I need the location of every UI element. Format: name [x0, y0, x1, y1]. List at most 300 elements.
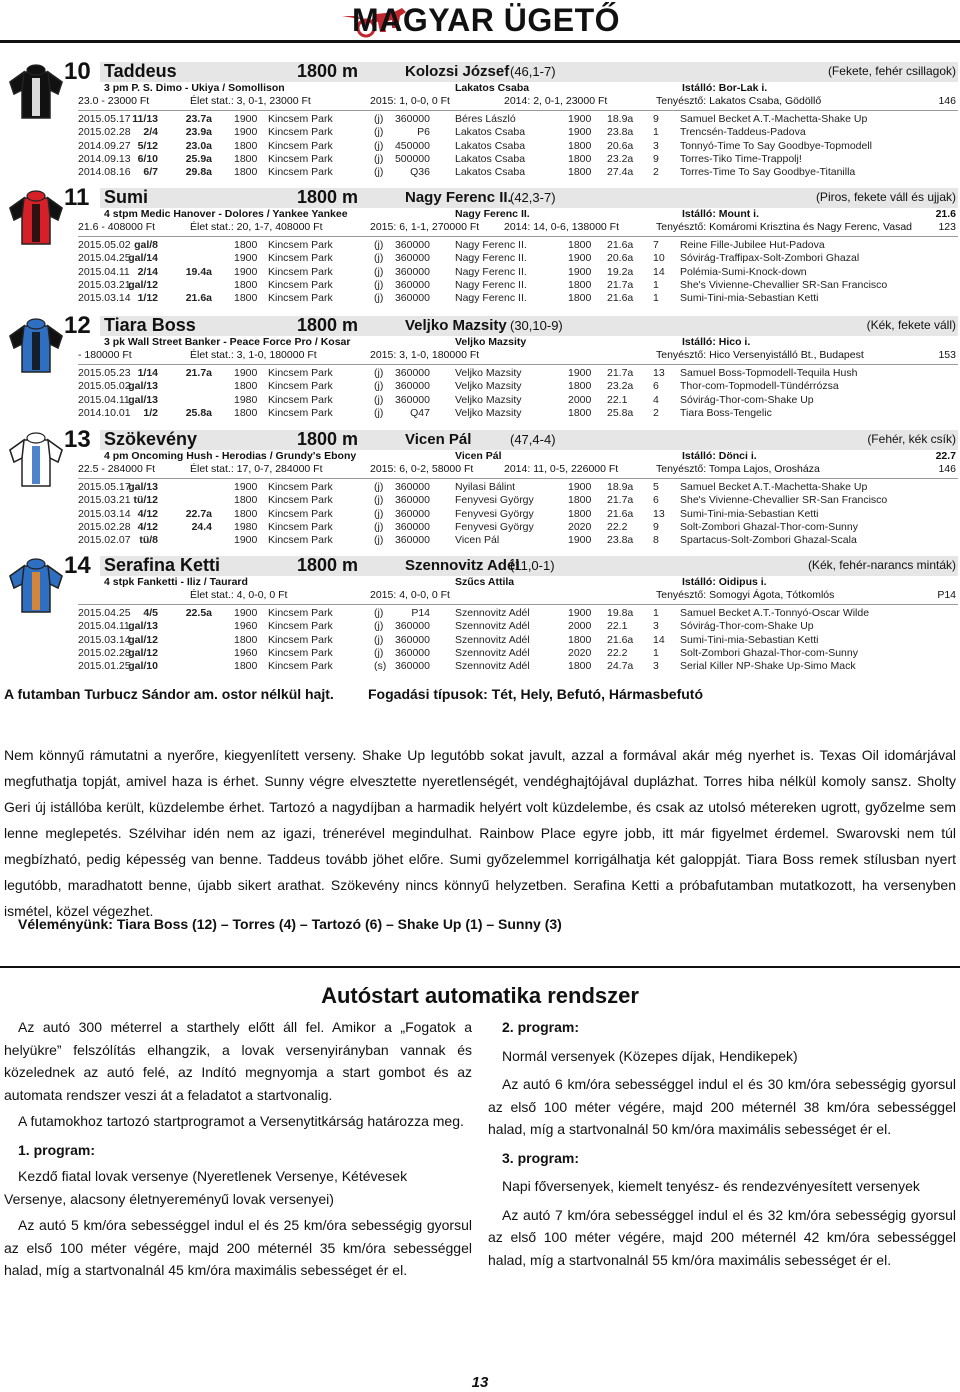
pedigree: 4 stpk Fanketti - Iliz / Taurard	[104, 576, 248, 588]
race-row-cell: 27.4a	[607, 166, 634, 179]
race-row-cell: (j)	[374, 534, 384, 547]
race-row-cell: 25.8a	[185, 406, 212, 419]
race-row-cell: Nagy Ferenc II.	[455, 278, 527, 291]
race-row-cell: 13	[653, 367, 665, 379]
race-row-cell: 1	[653, 278, 659, 291]
race-row-cell: Thor-com-Topmodell-Tündérrózsa	[680, 380, 839, 393]
race-row-cell: Sumi-Tini-mia-Sebastian Ketti	[680, 633, 819, 646]
horse-name: Szökevény	[104, 429, 198, 449]
race-row-cell: (j)	[374, 166, 384, 179]
race-row-cell: 1800	[234, 239, 258, 251]
race-row-cell: 1/2	[143, 406, 158, 419]
race-row-cell: gal/13	[128, 380, 158, 393]
life-stats: Élet stat.: 17, 0-7, 284000 Ft	[190, 463, 323, 475]
race-row-cell: 9	[653, 520, 659, 533]
race-row-cell: (j)	[374, 139, 384, 152]
stable: Istálló: Hico i.	[682, 336, 751, 348]
race-commentary: Nem könnyű rámutatni a nyerőre, kiegyenlített verseny. Shake Up legutóbb sokat javult, azzal a formával akár még nyerhet is. Texas Oil idomárjával megfuthatja topját, amivel haza is érhet. Sunny végre elvesztette nyeretlenségét, vendéghajtójával duplázhat. Torres hiba nélkül komoly sansz. Sholty Geri új istállóba került, küzdelembe érhet. Tartozó a nagydíjban a harmadik helyért volt küzdelembe, és csak az utolsó métereken ugrott, győzelme sem lenne meglepetés. Szélvihar idén nem az igazi, trénerével megindulhat. Rainbow Place egyre jobb, itt már figyelmet érdemel. Swarovski nem túl megbízható, pedig képesség van benne. Taddeus tovább jöhet előre. Sumi győzelemmel korrigálhatja két galoppját. Tiara Boss remek stílusban nyert legutóbb, maradhatott benne, újabb sikert arathat. Szökevény nincs könnyű helyzetben. Serafina Ketti a próbafutamban mutatkozott, ha versenyben ismétel, közel végezhet.	[4, 747, 956, 919]
race-row-cell: (j)	[374, 620, 384, 633]
race-row-cell: 1900	[568, 534, 592, 547]
race-row-cell: Szennovitz Adél	[455, 633, 530, 646]
race-row-cell: 1800	[568, 292, 592, 305]
race-row-cell: Szennovitz Adél	[455, 607, 530, 619]
race-row-cell: 22.2	[607, 646, 628, 659]
entry-divider	[78, 604, 958, 605]
entry-number: 12	[64, 312, 91, 339]
race-row-cell: 23.2a	[607, 152, 634, 165]
race-row-cell: 2015.05.17	[78, 113, 131, 125]
race-row-cell: 14	[653, 633, 665, 646]
race-row-cell: 22.5a	[185, 607, 212, 619]
pedigree: 3 pk Wall Street Banker - Peace Force Pro / Kosar	[104, 336, 351, 348]
stable: Istálló: Mount i.	[682, 208, 759, 220]
rating: 146	[938, 463, 956, 475]
race-row-cell: 21.6a	[607, 292, 634, 305]
entry-number: 14	[64, 552, 91, 579]
race-row-cell: 2015.02.28	[78, 646, 131, 659]
race-row-cell: gal/12	[128, 278, 158, 291]
race-row-cell: Sóvirág-Thor-com-Shake Up	[680, 393, 814, 406]
autostart-left-column	[4, 1016, 472, 1282]
horse-name: Serafina Ketti	[104, 555, 221, 575]
race-row-cell: 3	[653, 660, 659, 673]
race-row-cell: 1800	[234, 166, 258, 179]
entry-number: 11	[64, 184, 90, 211]
stable: Istálló: Bor-Lak i.	[682, 82, 768, 94]
rating: 123	[938, 221, 956, 233]
stable: Istálló: Oidipus i.	[682, 576, 767, 588]
race-row-cell: Kincsem Park	[268, 152, 333, 165]
race-row-cell: Fenyvesi György	[455, 507, 534, 520]
race-row-cell: 360000	[394, 520, 430, 533]
life-stats: Élet stat.: 4, 0-0, 0 Ft	[190, 589, 288, 601]
breeder: Tenyésztő: Tompa Lajos, Orosháza	[656, 463, 820, 475]
race-row-cell: Tonnyó-Time To Say Goodbye-Topmodell	[680, 139, 873, 152]
race-row-cell: Torres-Tiko Time-Trappolj!	[680, 152, 802, 165]
race-row-cell: 14	[653, 265, 665, 278]
race-row-cell: (j)	[374, 278, 384, 291]
race-row-cell: 1	[653, 607, 659, 619]
race-row-cell: 360000	[394, 113, 430, 125]
race-row-cell: (j)	[374, 494, 384, 507]
race-row-cell: 9	[653, 113, 659, 125]
race-row-cell: 1800	[568, 633, 592, 646]
race-row-cell: 360000	[394, 393, 430, 406]
race-row-cell: 8	[653, 534, 659, 547]
race-row-cell: 360000	[394, 646, 430, 659]
race-row-cell: Serial Killer NP-Shake Up-Simo Mack	[680, 660, 856, 673]
race-row-cell: (j)	[374, 406, 384, 419]
page-number: 13	[471, 1374, 489, 1391]
owner: Nagy Ferenc II.	[455, 208, 530, 220]
race-row-cell: 1/14	[137, 367, 158, 379]
race-row-cell: 2015.04.11	[78, 620, 130, 633]
race-row-cell: 2	[653, 406, 659, 419]
race-row-cell: Samuel Becket A.T.-Machetta-Shake Up	[680, 113, 868, 125]
race-row-cell: (s)	[374, 660, 387, 673]
race-row-cell: Kincsem Park	[268, 534, 333, 547]
race-row-cell: 3	[653, 620, 659, 633]
race-row-cell: Szennovitz Adél	[455, 646, 530, 659]
owner: Veljko Mazsity	[455, 336, 527, 348]
race-row-cell: 1900	[234, 607, 258, 619]
race-row-cell: (j)	[374, 380, 384, 393]
race-row-cell: (j)	[374, 152, 384, 165]
race-row-cell: 2015.05.23	[78, 367, 131, 379]
race-row-cell: gal/13	[128, 393, 158, 406]
life-stats: Élet stat.: 20, 1-7, 408000 Ft	[190, 221, 323, 233]
autostart-schedule: A futamokhoz tartozó startprogramot a Versenytitkárság határozza meg.	[18, 1113, 464, 1129]
race-row-cell: gal/13	[128, 620, 158, 633]
footnote-right: Fogadási típusok: Tét, Hely, Befutó, Hármasbefutó	[368, 686, 704, 702]
race-row-cell: Lakatos Csaba	[455, 126, 526, 139]
race-row-cell: 2015.02.28	[78, 126, 131, 139]
race-row-cell: 1800	[568, 380, 592, 393]
race-row-cell: Vicen Pál	[455, 534, 500, 547]
race-row-cell: 22.1	[607, 620, 628, 633]
race-row-cell: 21.7a	[185, 367, 212, 379]
race-row-cell: Lakatos Csaba	[455, 139, 526, 152]
race-row-cell: 13	[653, 507, 665, 520]
race-row-cell: 4	[653, 393, 659, 406]
race-row-cell: Veljko Mazsity	[455, 380, 522, 393]
race-row-cell: Szennovitz Adél	[455, 660, 530, 673]
horse-name: Sumi	[104, 187, 149, 207]
race-row-cell: 1	[653, 292, 659, 305]
jockey-silks-icon	[6, 318, 66, 378]
race-row-cell: 1800	[568, 278, 592, 291]
race-row-cell: Veljko Mazsity	[455, 393, 522, 406]
race-row-cell: Kincsem Park	[268, 139, 333, 152]
program-1-desc: Kezdő fiatal lovak versenye (Nyeretlenek Versenye, Kétévesek Versenye, alacsony életnyereményű lovak versenyei)	[4, 1168, 408, 1207]
driver-name: Veljko Mazsity	[405, 317, 507, 334]
silk-colors: (Kék, fekete váll)	[866, 318, 956, 332]
race-row-cell: Kincsem Park	[268, 660, 333, 673]
entry-divider	[78, 110, 958, 111]
race-row-cell: Fenyvesi György	[455, 494, 534, 507]
race-row-cell: Kincsem Park	[268, 265, 333, 278]
race-row-cell: 1800	[568, 507, 592, 520]
race-row-cell: Kincsem Park	[268, 252, 333, 265]
race-row-cell: 11/13	[132, 113, 158, 125]
race-row-cell: 21.7a	[607, 278, 634, 291]
driver-stats: (47,4-4)	[510, 432, 556, 447]
silk-colors: (Kék, fehér-narancs minták)	[807, 558, 956, 572]
race-row-cell: Solt-Zombori Ghazal-Thor-com-Sunny	[680, 520, 858, 533]
jockey-silks-icon	[6, 190, 66, 250]
race-row-cell: 1800	[568, 139, 592, 152]
race-row-cell: 1800	[234, 406, 258, 419]
race-row-cell: Reine Fille-Jubilee Hut-Padova	[680, 239, 825, 251]
race-row-cell: 360000	[394, 660, 430, 673]
race-row-cell: 1900	[568, 126, 592, 139]
race-row-cell: 2015.04.11	[78, 393, 130, 406]
race-row-cell: 10	[653, 252, 665, 265]
race-row-cell: 2015.01.25	[78, 660, 131, 673]
owner: Vicen Pál	[455, 450, 502, 462]
race-row-cell: 18.9a	[607, 113, 634, 125]
race-row-cell: 2014.10.01	[78, 406, 131, 419]
race-row-cell: Kincsem Park	[268, 393, 333, 406]
rating: P14	[937, 589, 956, 601]
race-row-cell: 1800	[234, 139, 258, 152]
race-distance: 1800 m	[297, 315, 359, 335]
best-time: 22.7	[935, 450, 956, 462]
stats-2015: 2015: 1, 0-0, 0 Ft	[370, 95, 450, 107]
race-row-cell: 19.4a	[185, 265, 212, 278]
race-row-cell: 25.9a	[185, 152, 212, 165]
race-row-cell: Kincsem Park	[268, 520, 333, 533]
driver-stats: (11,0-1)	[510, 558, 555, 573]
race-row-cell: 23.9a	[185, 126, 212, 139]
rating: 153	[938, 349, 956, 361]
race-row-cell: 1800	[568, 166, 592, 179]
stable: Istálló: Dönci i.	[682, 450, 757, 462]
race-row-cell: gal/12	[128, 633, 158, 646]
race-row-cell: (j)	[374, 507, 384, 520]
race-row-cell: 1900	[568, 252, 592, 265]
race-row-cell: Sumi-Tini-mia-Sebastian Ketti	[680, 507, 819, 520]
race-row-cell: Sóvirág-Thor-com-Shake Up	[680, 620, 814, 633]
race-row-cell: Béres László	[455, 113, 516, 125]
race-row-cell: 6/10	[137, 152, 158, 165]
race-row-cell: 2015.03.14	[78, 292, 131, 305]
race-row-cell: 29.8a	[185, 166, 212, 179]
race-row-cell: 21.7a	[607, 367, 634, 379]
race-row-cell: 2020	[568, 520, 592, 533]
race-row-cell: Veljko Mazsity	[455, 367, 522, 379]
race-row-cell: Nagy Ferenc II.	[455, 292, 527, 305]
race-row-cell: 1/12	[137, 292, 158, 305]
race-row-cell: 22.1	[607, 393, 628, 406]
jockey-silks-icon	[6, 432, 66, 492]
verdict: Véleményünk: Tiara Boss (12) – Torres (4) – Tartozó (6) – Shake Up (1) – Sunny (3)	[18, 916, 562, 932]
race-row-cell: Kincsem Park	[268, 292, 333, 305]
race-row-cell: Samuel Becket A.T.-Machetta-Shake Up	[680, 481, 868, 493]
race-row-cell: 2000	[568, 393, 592, 406]
race-row-cell: Kincsem Park	[268, 633, 333, 646]
jockey-silks-icon	[6, 558, 66, 618]
race-row-cell: 23.0a	[185, 139, 212, 152]
race-row-cell: 18.9a	[607, 481, 634, 493]
race-row-cell: 21.6a	[607, 633, 634, 646]
race-row-cell: She's Vivienne-Chevallier SR-San Francisco	[680, 494, 888, 507]
race-row-cell: She's Vivienne-Chevallier SR-San Francisco	[680, 278, 888, 291]
autostart-title: Autóstart automatika rendszer	[321, 983, 639, 1008]
race-row-cell: 5/12	[137, 139, 158, 152]
race-row-cell: 25.8a	[607, 406, 634, 419]
race-row-cell: Lakatos Csaba	[455, 152, 526, 165]
section-divider	[0, 966, 960, 968]
race-row-cell: 19.8a	[607, 607, 634, 619]
race-distance: 1800 m	[297, 429, 359, 449]
race-row-cell: 360000	[394, 481, 430, 493]
race-row-cell: gal/8	[134, 239, 158, 251]
race-row-cell: Nyilasi Bálint	[455, 481, 516, 493]
race-row-cell: 2015.03.21	[78, 278, 131, 291]
race-row-cell: 1900	[568, 367, 592, 379]
owner: Lakatos Csaba	[455, 82, 530, 94]
race-row-cell: 4/12	[137, 520, 158, 533]
program-2-text: Az autó 6 km/óra sebességgel indul el és 30 km/óra sebességig gyorsul az első 100 méter végére, majd 200 méternél 38 km/óra sebességgel halad, míg a startvonalnál 50 km/óra maximális sebességet ér el.	[488, 1076, 956, 1137]
race-row-cell: 2/4	[143, 126, 158, 139]
race-row-cell: 1900	[234, 252, 258, 265]
page-header	[0, 0, 960, 44]
race-row-cell: Nagy Ferenc II.	[455, 265, 527, 278]
race-row-cell: 23.7a	[185, 113, 212, 125]
race-row-cell: 1800	[234, 278, 258, 291]
race-row-cell: 1900	[234, 126, 258, 139]
silk-colors: (Piros, fekete váll és ujjak)	[815, 190, 956, 204]
stats-2014: 2014: 2, 0-1, 23000 Ft	[504, 95, 608, 107]
race-row-cell: Kincsem Park	[268, 481, 333, 493]
race-distance: 1800 m	[297, 187, 359, 207]
stats-2014: 2014: 11, 0-5, 226000 Ft	[504, 463, 619, 475]
race-row-cell: 1800	[568, 660, 592, 673]
race-row-cell: 2020	[568, 646, 592, 659]
race-row-cell: 21.6a	[185, 292, 212, 305]
race-row-cell: Nagy Ferenc II.	[455, 252, 527, 265]
race-row-cell: Tiara Boss-Tengelic	[680, 406, 772, 419]
race-row-cell: 22.2	[607, 520, 628, 533]
race-row-cell: 2015.02.07	[78, 534, 131, 547]
driver-name: Szennovitz Adél	[405, 557, 520, 574]
driver-stats: (42,3-7)	[510, 190, 556, 205]
earnings: 21.6 - 408000 Ft	[78, 221, 156, 233]
race-row-cell: 2000	[568, 620, 592, 633]
race-row-cell: Sóvirág-Traffipax-Solt-Zombori Ghazal	[680, 252, 860, 265]
driver-name: Nagy Ferenc II.	[405, 189, 512, 206]
race-row-cell: Szennovitz Adél	[455, 620, 530, 633]
program-2-desc: Normál versenyek (Közepes díjak, Hendikepek)	[502, 1047, 798, 1064]
race-row-cell: 1800	[568, 239, 592, 251]
race-row-cell: (j)	[374, 367, 384, 379]
race-row-cell: gal/14	[128, 252, 158, 265]
race-row-cell: 1900	[234, 265, 258, 278]
rating: 146	[938, 95, 956, 107]
race-row-cell: (j)	[374, 113, 384, 125]
race-row-cell: 2015.05.02	[78, 380, 131, 393]
race-row-cell: 5	[653, 481, 659, 493]
race-row-cell: 2015.05.02	[78, 239, 131, 251]
driver-stats: (30,10-9)	[510, 318, 563, 333]
race-row-cell: (j)	[374, 292, 384, 305]
stats-2015: 2015: 6, 0-2, 58000 Ft	[370, 463, 474, 475]
race-row-cell: 1980	[234, 393, 258, 406]
race-row-cell: Lakatos Csaba	[455, 166, 526, 179]
race-row-cell: tü/12	[133, 494, 158, 507]
race-row-cell: 2015.03.14	[78, 633, 131, 646]
race-row-cell: 2	[653, 166, 659, 179]
race-row-cell: 2/14	[137, 265, 158, 278]
race-row-cell: 360000	[394, 534, 430, 547]
race-row-cell: (j)	[374, 252, 384, 265]
race-row-cell: 1800	[568, 494, 592, 507]
race-row-cell: 500000	[394, 152, 430, 165]
jockey-silks-icon	[6, 64, 66, 124]
stats-2015: 2015: 6, 1-1, 270000 Ft	[370, 221, 480, 233]
race-distance: 1800 m	[297, 61, 359, 81]
race-row-cell: (j)	[374, 239, 384, 251]
race-row-cell: 23.8a	[607, 126, 634, 139]
race-row-cell: (j)	[374, 126, 384, 139]
race-row-cell: 1	[653, 646, 659, 659]
race-row-cell: 360000	[394, 239, 430, 251]
race-row-cell: 21.7a	[607, 494, 634, 507]
entry-number: 10	[64, 58, 91, 85]
breeder: Tenyésztő: Lakatos Csaba, Gödöllő	[656, 95, 822, 107]
race-row-cell: tü/8	[139, 534, 158, 547]
race-row-cell: 1960	[234, 620, 258, 633]
race-row-cell: gal/12	[128, 646, 158, 659]
race-row-cell: 360000	[394, 367, 430, 379]
race-row-cell: 9	[653, 152, 659, 165]
entry-divider	[78, 478, 958, 479]
race-row-cell: 24.4	[191, 520, 212, 533]
program-3-text: Az autó 7 km/óra sebességgel indul el és 32 km/óra sebességig gyorsul az első 100 méter végére, majd 200 méternél 42 km/óra sebességgel halad, míg a startvonalnál 55 km/óra maximális sebességet ér el.	[488, 1206, 956, 1268]
race-row-cell: Trencsén-Taddeus-Padova	[680, 126, 806, 139]
program-3-desc: Napi főversenyek, kiemelt tenyész- és rendezvényesített versenyek	[502, 1178, 920, 1194]
race-row-cell: 22.7a	[185, 507, 212, 520]
race-row-cell: 1980	[234, 520, 258, 533]
race-row-cell: Kincsem Park	[268, 239, 333, 251]
race-row-cell: Nagy Ferenc II.	[455, 239, 527, 251]
race-row-cell: 1900	[568, 481, 592, 493]
race-row-cell: 1800	[568, 406, 592, 419]
breeder: Tenyésztő: Komáromi Krisztina és Nagy Ferenc, Vasad	[656, 221, 912, 233]
race-row-cell: gal/10	[128, 660, 158, 673]
silk-colors: (Fehér, kék csík)	[867, 432, 956, 446]
best-time: 21.6	[935, 208, 956, 220]
race-row-cell: (j)	[374, 646, 384, 659]
stats-2014: 2014: 14, 0-6, 138000 Ft	[504, 221, 620, 233]
magazine-title: MAGYAR ÜGETŐ	[352, 2, 620, 38]
race-row-cell: 19.2a	[607, 265, 634, 278]
race-row-cell: 6	[653, 380, 659, 393]
pedigree: 4 pm Oncoming Hush - Herodias / Grundy's Ebony	[104, 450, 357, 462]
autostart-right-column	[488, 1016, 956, 1271]
race-row-cell: Polémia-Sumi-Knock-down	[680, 265, 807, 278]
earnings: 22.5 - 284000 Ft	[78, 463, 156, 475]
race-row-cell: Q36	[410, 166, 430, 179]
race-row-cell: 360000	[394, 278, 430, 291]
race-row-cell: 23.8a	[607, 534, 634, 547]
race-row-cell: gal/13	[128, 481, 158, 493]
race-row-cell: (j)	[374, 265, 384, 278]
entry-number: 13	[64, 426, 91, 453]
stats-2015: 2015: 3, 1-0, 180000 Ft	[370, 349, 480, 361]
header-rule	[0, 40, 960, 43]
race-row-cell: P6	[417, 126, 430, 139]
race-row-cell: 2014.09.27	[78, 139, 131, 152]
race-row-cell: 1800	[234, 660, 258, 673]
silk-colors: (Fekete, fehér csillagok)	[827, 64, 956, 78]
race-row-cell: (j)	[374, 393, 384, 406]
entry-divider	[78, 364, 958, 365]
race-distance: 1800 m	[297, 555, 359, 575]
race-row-cell: 2015.04.25	[78, 607, 131, 619]
horse-name: Taddeus	[104, 61, 177, 81]
race-row-cell: 7	[653, 239, 659, 251]
race-row-cell: 360000	[394, 380, 430, 393]
race-row-cell: (j)	[374, 633, 384, 646]
program-1-text: Az autó 5 km/óra sebességgel indul el és 25 km/óra sebességig gyorsul az első 100 méter végére, majd 200 méternél 35 km/óra sebességgel halad, míg a startvonalnál 45 km/óra maximális sebességet ér el.	[4, 1217, 472, 1278]
race-row-cell: Sumi-Tini-mia-Sebastian Ketti	[680, 292, 819, 305]
race-row-cell: Kincsem Park	[268, 620, 333, 633]
race-row-cell: Q47	[410, 406, 430, 419]
race-row-cell: 20.6a	[607, 139, 634, 152]
race-row-cell: 1900	[234, 481, 258, 493]
